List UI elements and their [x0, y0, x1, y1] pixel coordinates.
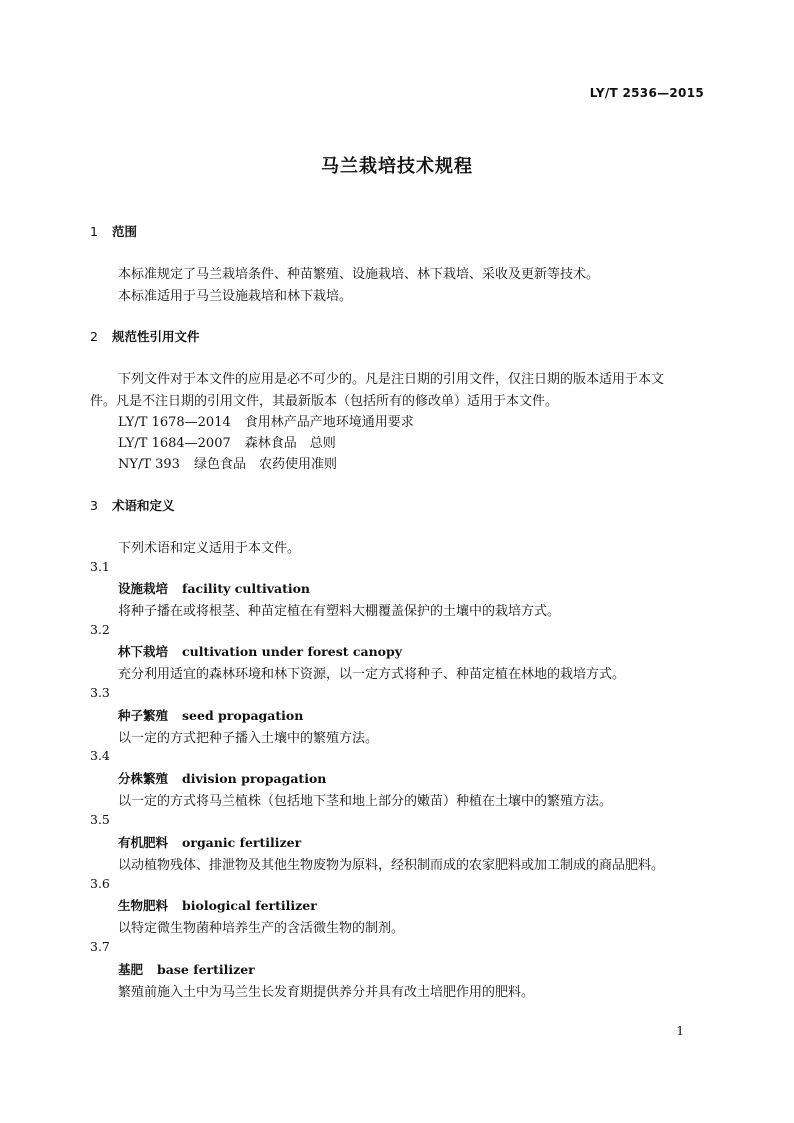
section-title: 术语和定义 — [112, 498, 175, 513]
section-3-heading — [90, 496, 175, 514]
paragraph: 本标准规定了马兰栽培条件、种苗繁殖、设施栽培、林下栽培、采收及更新等技术。 — [118, 267, 600, 282]
paragraph: 本标准适用于马兰设施栽培和林下栽培。 — [118, 289, 353, 304]
term-en: facility cultivation — [182, 581, 311, 596]
term-number: 3.1 — [90, 559, 110, 574]
section-2-heading — [90, 327, 200, 345]
section-title: 范围 — [112, 224, 138, 239]
term-en: seed propagation — [182, 708, 304, 723]
term-name — [118, 960, 255, 978]
term-zh: 种子繁殖 — [118, 708, 169, 723]
term-zh: 林下栽培 — [118, 644, 169, 659]
term-zh: 基肥 — [118, 962, 144, 977]
section-title: 规范性引用文件 — [112, 329, 200, 344]
term-definition: 充分利用适宜的森林环境和林下资源，以一定方式将种子、种苗定植在林地的栽培方式。 — [118, 667, 626, 682]
term-en: cultivation under forest canopy — [182, 644, 403, 659]
term-name — [118, 706, 303, 724]
section-1-heading — [90, 222, 137, 240]
term-zh: 生物肥料 — [118, 898, 169, 913]
term-name — [118, 579, 310, 597]
term-definition: 将种子播在或将根茎、种苗定植在有塑料大棚覆盖保护的土壤中的栽培方式。 — [118, 604, 561, 619]
page-number: 1 — [676, 1024, 684, 1038]
reference-item — [118, 432, 336, 451]
document-title: 马兰栽培技术规程 — [321, 156, 473, 177]
term-number: 3.7 — [90, 939, 110, 954]
reference-item — [118, 411, 414, 430]
reference-item — [118, 453, 337, 472]
reference-code: NY/T 393 — [118, 457, 180, 472]
term-definition: 以一定的方式将马兰植株（包括地下茎和地上部分的嫩苗）种植在土壤中的繁殖方法。 — [118, 794, 613, 809]
paragraph: 下列文件对于本文件的应用是必不可少的。凡是注日期的引用文件，仅注日期的版本适用于本文 — [118, 372, 665, 387]
section-number: 1 — [90, 224, 98, 239]
standard-code: LY/T 2536—2015 — [589, 86, 704, 100]
term-name — [118, 642, 402, 660]
term-number: 3.4 — [90, 748, 110, 763]
term-number: 3.6 — [90, 876, 110, 891]
section-number: 2 — [90, 329, 98, 344]
term-number: 3.5 — [90, 812, 110, 827]
term-definition: 以特定微生物菌种培养生产的含活微生物的制剂。 — [118, 921, 405, 936]
reference-code: LY/T 1678—2014 — [118, 415, 231, 430]
term-en: division propagation — [182, 771, 327, 786]
term-name — [118, 833, 301, 851]
term-number: 3.2 — [90, 622, 110, 637]
term-en: organic fertilizer — [182, 835, 302, 850]
paragraph: 件。凡是不注日期的引用文件，其最新版本（包括所有的修改单）适用于本文件。 — [90, 394, 559, 409]
term-definition: 以一定的方式把种子播入土壤中的繁殖方法。 — [118, 731, 379, 746]
reference-code: LY/T 1684—2007 — [118, 436, 231, 451]
term-en: base fertilizer — [157, 962, 255, 977]
term-name — [118, 896, 317, 914]
reference-title: 森林食品 总则 — [244, 436, 336, 451]
paragraph: 下列术语和定义适用于本文件。 — [118, 541, 301, 556]
term-zh: 有机肥料 — [118, 835, 169, 850]
term-number: 3.3 — [90, 685, 110, 700]
term-zh: 分株繁殖 — [118, 771, 169, 786]
term-name — [118, 769, 326, 787]
reference-title: 绿色食品 农药使用准则 — [193, 457, 337, 472]
section-number: 3 — [90, 498, 98, 513]
term-definition: 以动植物残体、排泄物及其他生物废物为原料，经积制而成的农家肥料或加工制成的商品肥料。 — [118, 858, 665, 873]
term-definition: 繁殖前施入土中为马兰生长发育期提供养分并具有改土培肥作用的肥料。 — [118, 985, 535, 1000]
term-en: biological fertilizer — [182, 898, 317, 913]
term-zh: 设施栽培 — [118, 581, 169, 596]
reference-title: 食用林产品产地环境通用要求 — [244, 415, 414, 430]
